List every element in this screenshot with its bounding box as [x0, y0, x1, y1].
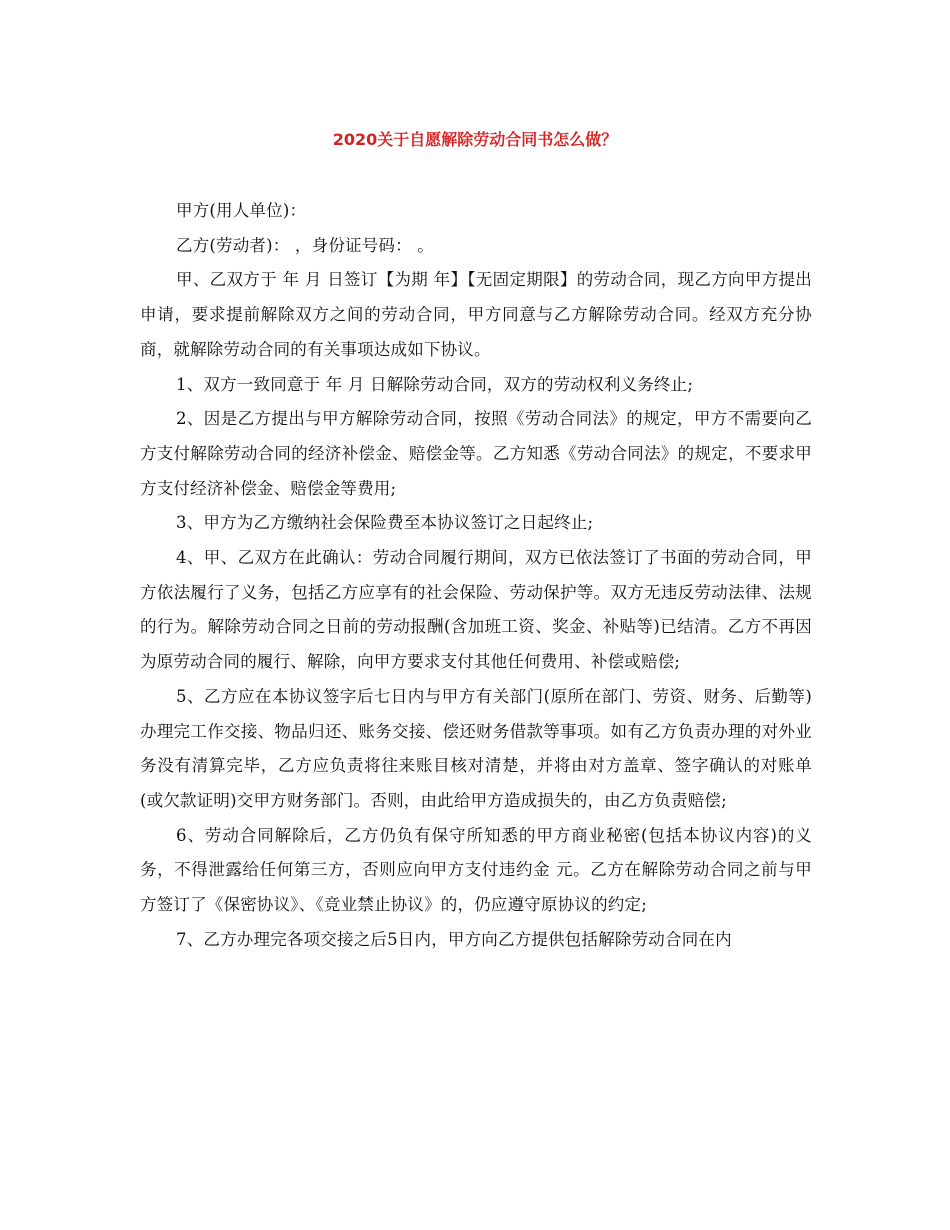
paragraph-clause-1: 1、双方一致同意于 年 月 日解除劳动合同，双方的劳动权利义务终止;: [176, 374, 694, 394]
paragraph-preamble: 甲、乙双方于 年 月 日签订【为期 年】【无固定期限】的劳动合同，现乙方向甲方提出申请，要求提前解除双方之间的劳动合同，甲方同意与乙方解除劳动合同。经双方充分协商，就解除劳动合同的有关事项达成如下协议。: [140, 270, 812, 359]
document-title: 2020关于自愿解除劳动合同书怎么做？: [332, 130, 618, 149]
paragraph-clause-3: 3、甲方为乙方缴纳社会保险费至本协议签订之日起终止;: [176, 513, 594, 533]
paragraph-clause-2: 2、因是乙方提出与甲方解除劳动合同，按照《劳动合同法》的规定，甲方不需要向乙方支付解除劳动合同的经济补偿金、赔偿金等。乙方知悉《劳动合同法》的规定，不要求甲方支付经济补偿金、赔偿金等费用;: [140, 409, 812, 498]
paragraph-party-a: 甲方(用人单位)：: [176, 201, 307, 220]
paragraph-clause-4: 4、甲、乙双方在此确认：劳动合同履行期间，双方已依法签订了书面的劳动合同，甲方依法履行了义务，包括乙方应享有的社会保险、劳动保护等。双方无违反劳动法律、法规的行为。解除劳动合同之日前的劳动报酬(含加班工资、奖金、补贴等)已结清。乙方不再因为原劳动合同的履行、解除，向甲方要求支付其他任何费用、补偿或赔偿;: [140, 548, 812, 672]
paragraph-clause-6: 6、劳动合同解除后，乙方仍负有保守所知悉的甲方商业秘密(包括本协议内容)的义务，不得泄露给任何第三方，否则应向甲方支付违约金 元。乙方在解除劳动合同之前与甲方签订了《保密协议》、《竞业禁止协议》的，仍应遵守原协议的约定;: [140, 825, 812, 915]
paragraph-clause-7: 7、乙方办理完各项交接之后5日内，甲方向乙方提供包括解除劳动合同在内: [176, 929, 732, 949]
paragraph-clause-5: 5、乙方应在本协议签字后七日内与甲方有关部门(原所在部门、劳资、财务、后勤等)办理完工作交接、物品归还、账务交接、偿还财务借款等事项。如有乙方负责办理的对外业务没有清算完毕，乙方应负责将往来账目核对清楚，并将由对方盖章、签字确认的对账单(或欠款证明)交甲方财务部门。否则，由此给甲方造成损失的，由乙方负责赔偿;: [140, 686, 812, 810]
paragraph-party-b: 乙方(劳动者)： ，身份证号码： 。: [176, 235, 434, 255]
document-body: [140, 194, 812, 957]
